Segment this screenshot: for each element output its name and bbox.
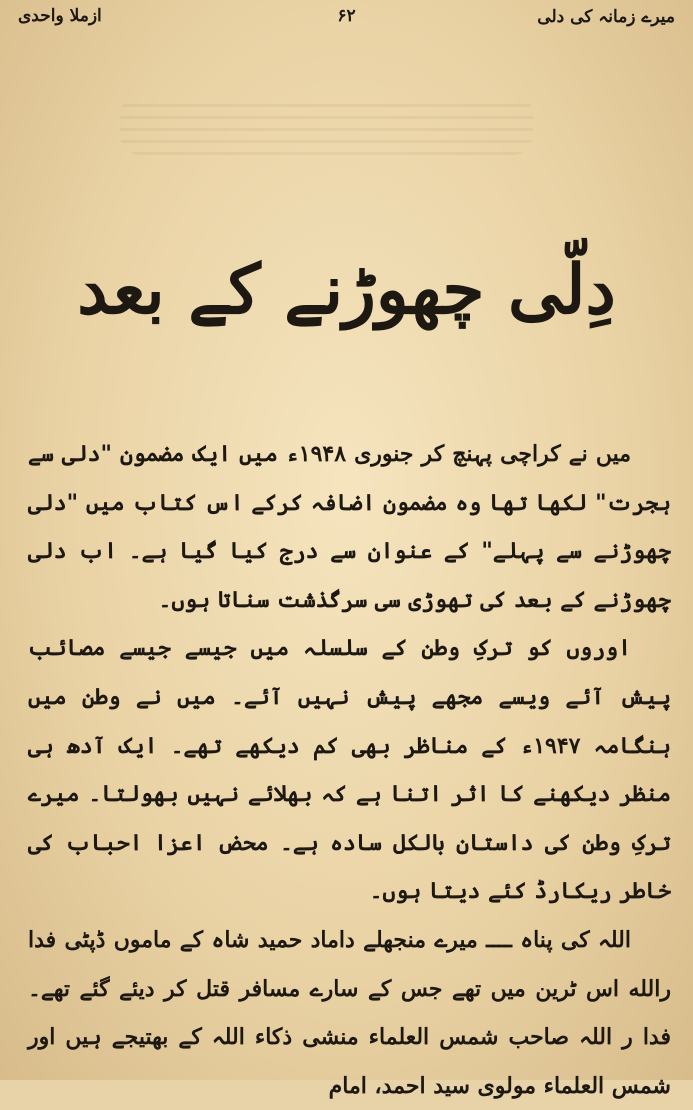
paragraph: میں نے کراچی پہنچ کر جنوری ۱۹۴۸ء میں ایک مضمون "دلی سے ہجرت" لکھا تھا وہ مضمون اضافہ کرکے اس کتاب میں "دلی چھوڑنے سے پہلے" کے عنوان سے درج کیا گیا ہے۔ اب دلی چھوڑنے کے بعد کی تھوڑی سی سرگذشت سناتا ہوں۔ (28, 441, 672, 613)
paragraph: اللہ کی پناہ ــــ میرے منجھلے داماد حمید شاہ کے ماموں ڈپٹی فدا رالله اس ٹرین میں تھے جس کے سارے مسافر قتل کر دیئے گئے تھے۔ فدا ر اللہ صاحب شمس العلماء منشی ذکاء اللہ کے بھتیجے ہیں اور شمس العلماء مولوی سید احمد، امام (28, 926, 671, 1099)
running-title: میرے زمانہ کی دلی (537, 7, 675, 27)
chapter-title: دِلّی چھوڑنے کے بعد (77, 250, 616, 330)
body-text (28, 430, 671, 1110)
page-number: ۶۲ (337, 6, 356, 26)
paragraph: اوروں کو ترکِ وطن کے سلسلہ میں جیسے جیسے مصائب پیش آئے ویسے مجھے پیش نہیں آئے۔ میں نے وطن میں ہنگامہ ۱۹۴۷ء کے مناظر بھی کم دیکھے تھے۔ ایک آدھ ہی منظر دیکھنے کا اثر اتنا ہے کہ بھلائے نہیں بھولتا۔ میرے ترکِ وطن کی داستان بالکل سادہ ہے۔ محض اعزا احباب کی خاطر ریکارڈ کئے دیتا ہوں۔ (28, 635, 671, 905)
page-header (18, 6, 675, 32)
show-through-bleed (120, 95, 533, 155)
author-name: ازملا واحدی (18, 6, 102, 26)
